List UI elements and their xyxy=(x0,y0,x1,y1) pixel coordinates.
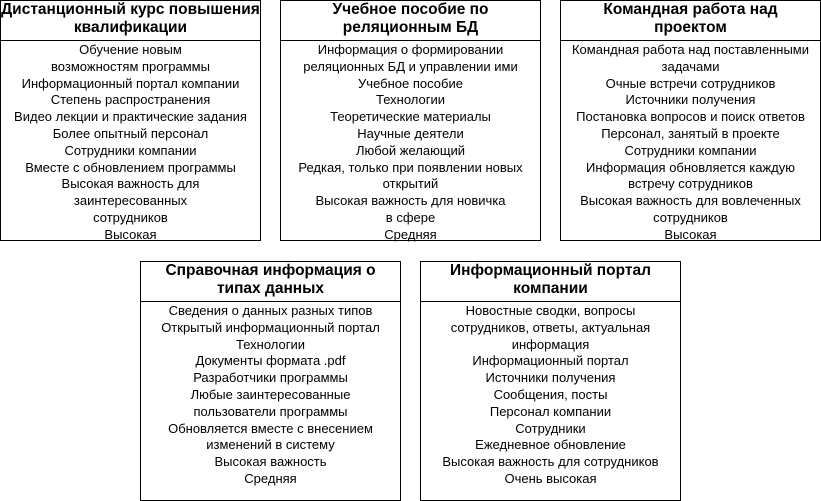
card-item: Вместе с обновлением программы xyxy=(25,159,236,175)
card-item: Информация обновляется каждую встречу сотрудников xyxy=(585,159,795,192)
card-item: Обновляется вместе с внесением изменений в систему xyxy=(168,420,373,453)
card-item: Высокая важность для сотрудников xyxy=(442,454,659,470)
card-item: Теоретические материалы xyxy=(330,109,491,125)
card-item: Постановка вопросов и поиск ответов xyxy=(576,109,805,125)
card-item: Сообщения, посты xyxy=(493,386,608,402)
card-data-types-reference xyxy=(140,261,401,501)
card-title: Информационный портал компании xyxy=(421,262,680,302)
card-item: Степень распространения xyxy=(50,92,211,108)
card-item: Научные деятели xyxy=(357,125,464,141)
card-item: Новостные сводки, вопросы сотрудников, ответы, актуальная информация xyxy=(450,303,651,352)
card-item: Редкая, только при появлении новых открытий xyxy=(298,159,523,192)
card-item: Средняя xyxy=(244,470,297,486)
card-item: Высокая xyxy=(664,226,717,242)
card-item: Сотрудники компании xyxy=(64,142,197,158)
card-body xyxy=(281,41,540,244)
card-item: Источники получения xyxy=(485,370,616,386)
card-body xyxy=(561,41,820,244)
card-item: Высокая xyxy=(104,226,157,242)
card-item: Информация о формировании реляционных БД и управлении ими xyxy=(303,42,518,74)
card-item: Высокая важность для новичка в сфере xyxy=(315,193,506,225)
card-relational-db-guide xyxy=(280,0,541,241)
card-item: Учебное пособие xyxy=(358,75,463,91)
card-item: Очень высокая xyxy=(504,470,597,486)
card-title: Дистанционный курс повышения квалификации xyxy=(1,1,260,41)
card-item: Технологии xyxy=(235,336,305,352)
card-distance-course xyxy=(0,0,261,241)
card-item: Сведения о данных разных типов xyxy=(168,303,373,318)
card-item: Технологии xyxy=(375,92,445,108)
card-item: Ежедневное обновление xyxy=(475,437,626,453)
card-item: Любые заинтересованные пользователи программы xyxy=(190,386,351,419)
card-item: Сотрудники xyxy=(515,420,586,436)
card-title: Командная работа над проектом xyxy=(561,1,820,41)
card-body xyxy=(421,302,680,488)
card-item: Высокая важность xyxy=(214,454,327,470)
card-item: Источники получения xyxy=(625,92,756,108)
card-item: Сотрудники компании xyxy=(624,142,757,158)
card-item: Видео лекции и практические задания xyxy=(14,109,247,125)
card-item: Открытый информационный портал xyxy=(161,319,380,335)
card-title: Справочная информация о типах данных xyxy=(141,262,400,302)
card-item: Документы формата .pdf xyxy=(195,353,346,369)
card-item: Средняя xyxy=(384,226,437,242)
card-item: Информационный портал xyxy=(472,353,629,369)
card-item: Обучение новым возможностям программы xyxy=(51,42,210,74)
card-item: Высокая важность для заинтересованных сотрудников xyxy=(61,176,200,225)
card-body xyxy=(141,302,400,488)
card-item: Командная работа над поставленными задачами xyxy=(571,42,810,74)
card-item: Любой желающий xyxy=(355,142,466,158)
card-company-portal xyxy=(420,261,681,501)
card-item: Разработчики программы xyxy=(193,370,348,386)
card-body xyxy=(1,41,260,244)
card-item: Очные встречи сотрудников xyxy=(605,75,776,91)
card-item: Персонал компании xyxy=(489,403,612,419)
card-item: Высокая важность для вовлеченных сотрудников xyxy=(580,193,801,225)
card-title: Учебное пособие по реляционным БД xyxy=(281,1,540,41)
card-item: Более опытный персонал xyxy=(52,125,209,141)
card-item: Персонал, занятый в проекте xyxy=(601,125,780,141)
card-item: Информационный портал компании xyxy=(21,75,240,91)
card-team-project xyxy=(560,0,821,241)
